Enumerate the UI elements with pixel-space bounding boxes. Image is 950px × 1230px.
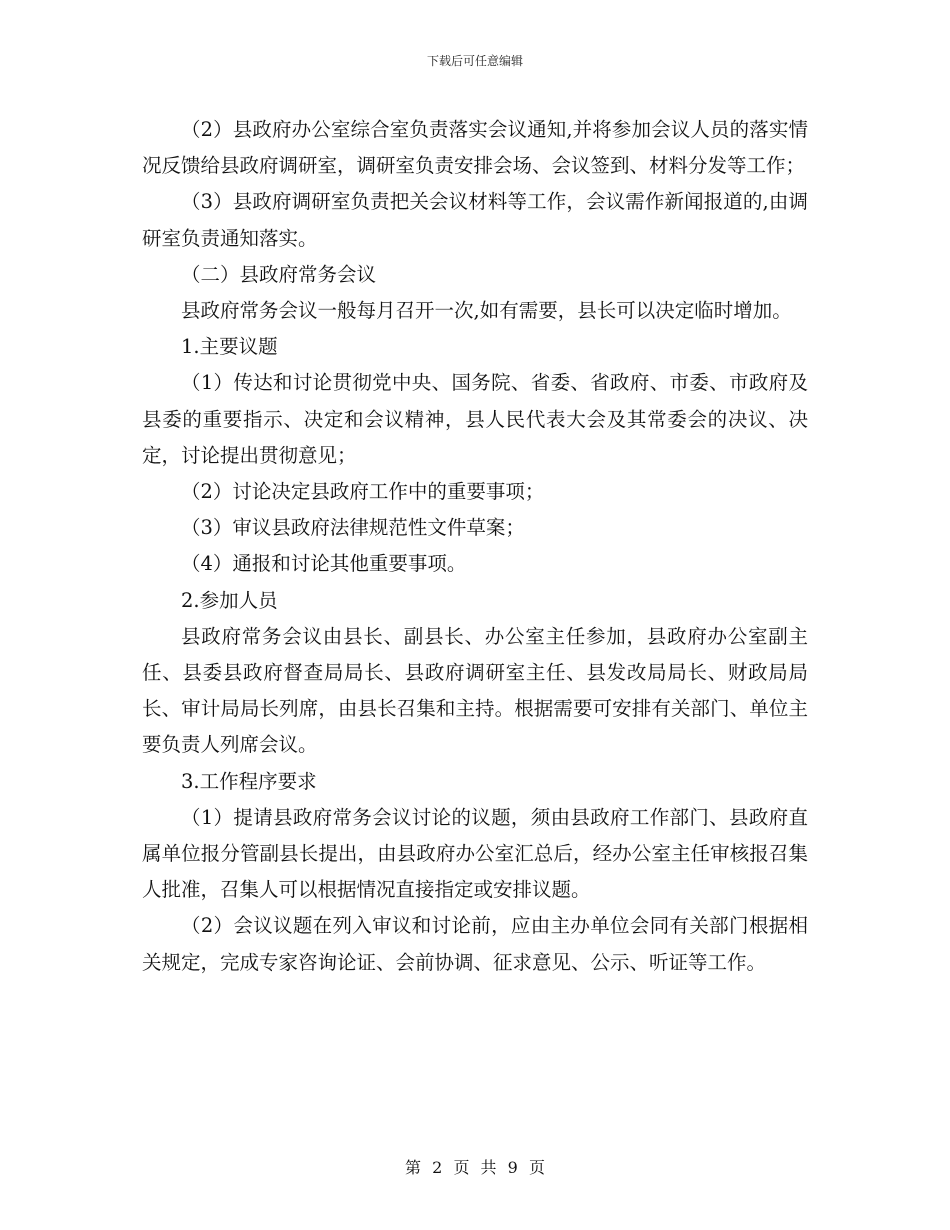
page-header: 下载后可任意编辑 bbox=[426, 54, 523, 68]
paragraph: （2）讨论决定县政府工作中的重要事项； bbox=[181, 480, 545, 504]
paragraph: （3）审议县政府法律规范性文件草案； bbox=[181, 516, 525, 540]
paragraph: （1）提请县政府常务会议讨论的议题，须由县政府工作部门、县政府直属单位报分管副县长提出，由县政府办公室汇总后，经办公室主任审核报召集人批准，召集人可以根据情况直接指定或安排议题。 bbox=[142, 805, 808, 902]
page-number: 2 bbox=[432, 1158, 443, 1177]
total-pages: 9 bbox=[507, 1158, 518, 1177]
paragraph: （1）传达和讨论贯彻党中央、国务院、省委、省政府、市委、市政府及县委的重要指示、决定和会议精神，县人民代表大会及其常委会的决议、决定，讨论提出贯彻意见； bbox=[142, 371, 808, 467]
total-word: 共 bbox=[480, 1158, 497, 1177]
page-word: 第 bbox=[405, 1158, 422, 1177]
paragraph: （3）县政府调研室负责把关会议材料等工作，会议需作新闻报道的,由调研室负责通知落实。 bbox=[142, 190, 808, 250]
paragraph: （2）县政府办公室综合室负责落实会议通知,并将参加会议人员的落实情况反馈给县政府调研室，调研室负责安排会场、会议签到、材料分发等工作； bbox=[142, 118, 808, 178]
subsection-heading: 1.主要议题 bbox=[181, 335, 278, 359]
document-body bbox=[142, 112, 808, 981]
paragraph: （4）通报和讨论其他重要事项。 bbox=[181, 552, 467, 576]
page-footer bbox=[0, 1155, 950, 1178]
paragraph: 县政府常务会议一般每月召开一次,如有需要，县长可以决定临时增加。 bbox=[181, 299, 792, 323]
page-unit: 页 bbox=[453, 1158, 470, 1177]
paragraph: （2）会议议题在列入审议和讨论前，应由主办单位会同有关部门根据相关规定，完成专家咨询论证、会前协调、征求意见、公示、听证等工作。 bbox=[142, 914, 808, 974]
section-heading: （二）县政府常务会议 bbox=[181, 262, 377, 286]
paragraph: 县政府常务会议由县长、副县长、办公室主任参加，县政府办公室副主任、县委县政府督查局局长、县政府调研室主任、县发改局局长、财政局局长、审计局局长列席，由县长召集和主持。根据需要可安排有关部门、单位主要负责人列席会议。 bbox=[142, 624, 808, 757]
total-unit: 页 bbox=[528, 1158, 545, 1177]
subsection-heading: 2.参加人员 bbox=[181, 588, 278, 612]
subsection-heading: 3.工作程序要求 bbox=[181, 769, 317, 793]
